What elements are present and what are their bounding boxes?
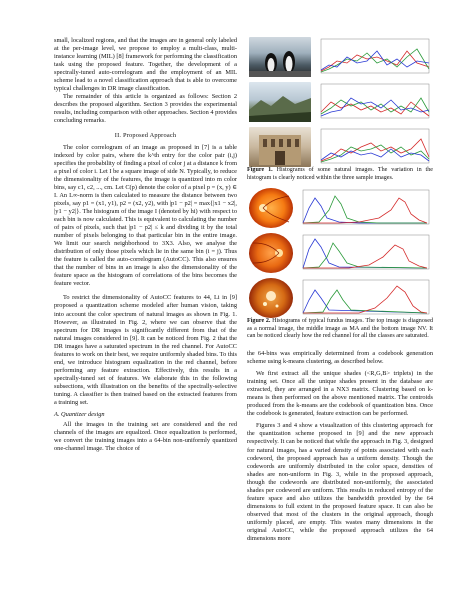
subsection-heading: A. Quantizer design [54, 411, 105, 419]
paragraph: To restrict the dimensionality of AutoCC features to 44, Li in [9] proposed a quantization scheme modeled after human vision, taking into account the color spectrum of natural images as shown in Fig. 1. However, as illustrated in Fig. 2, where we can observe that the spectrum for DR images is significantly different from that of the natural images considered in [9]. It can be noticed from Fig. 2 that the DR images have a saturated spectrum in the red channel. For AutoCC features to work on their best, we require uniformly shaded bins. To this end, we introduce histogram equalization in the red channel, before performing any feature extraction. Effectively, this results in a spectrally-tuned set of features. We elaborate this in the following subsections, with illustration on the benefits of the spectrally-selective tuning. A classifier is then trained based on the extracted features from a training set. [54, 294, 238, 407]
natural-image-penguins [249, 37, 311, 77]
paragraph: the 64-bins was empirically determined from a codebook generation scheme using k-means clustering, as described below. [247, 350, 433, 366]
natural-image-architecture [249, 127, 311, 167]
histogram-plot [299, 188, 431, 228]
histogram-plot [317, 37, 431, 77]
histogram-plot [317, 127, 431, 167]
natural-image-landscape [249, 82, 311, 122]
paragraph: The color correlogram of an image as proposed in [7] is a table indexed by color pairs, where the k^th entry for the color pair (i,j) specifies the probability of finding a pixel of color j at a distance k from a pixel of color i. Let I be a square image of side N. Typically, to reduce the dimensionality of the features, the image is quantized into m color bins, say c1, c2, ..., cm. Let C(p) denote the color of a pixel p = (x, y) ∈ I. An L∞-norm is then calculated to measure the distance between two pixels, say p1 = (x1, y1), p2 = (x2, y2), with |p1 − p2| = max{|x1 − x2|, |y1 − y2|}. The histogram of the image I (denoted by hi) with respect to each bin is now calculated. This is equivalent to calculating the number of pairs of pixels, such that |p1 − p2| ≤ k and dividing it by the total number of pixels belonging to that particular bin in the entire image. We limit our search neighborhood to 3X3. Also, we analyse the distribution of only those pixels which lie in the same bin (i = j). Thus the feature is called the auto-correlogram (AutoCC). This also ensures that the number of bins in an image is also the dimensionality of the feature space as the histogram of correlations of the bins becomes the feature vector. [54, 143, 237, 288]
paragraph: All the images in the training set are considered and the red channels of the images are equalized. Once equalization is performed, we convert the training images into a 64-bin non-uniformly quantized one-channel image. The choice of [54, 421, 237, 453]
paragraph: We first extract all the unique shades (<R,G,B> triplets) in the training set. Once all the unique shades present in the database are extracted, they are arranged in a NX3 matrix. Clustering based on k-means is then performed on the above mentioned matrix. The centroids produced from the k-means are the codebook of quantization bins. Once the codebook is generated, feature extraction can be performed. [247, 370, 433, 418]
figure-1-caption: Figure 1. Histograms of some natural images. The variation in the histogram is clearly noticed within the three sample images. [247, 167, 433, 181]
left-column [54, 37, 237, 453]
paragraph: The remainder of this article is organized as follows: Section 2 describes the proposed algorithm. Section 3 provides the experimental results, including comparison with other approaches. Section 4 provides concluding remarks. [54, 93, 237, 125]
fundus-image-normal [249, 188, 293, 228]
fundus-image-ma [249, 233, 293, 273]
section-heading: II. Proposed Approach [114, 131, 177, 139]
figure-2-caption: Figure 2. Histograms of typical fundus images. The top image is diagnosed as a normal image, the middle image as MA and the bottom image NV. It can be noticed clearly how the red channel for all the classes are saturated. [247, 318, 433, 340]
figure-1 [247, 37, 433, 180]
paragraph: small, localized regions, and that the images are in general only labeled at the per-image level, we propose to employ a multi-class, multi-instance learning (MIL) [8] framework for performing the classification task using the proposed feature. Together, the development of a spectrally-tuned auto-correlogram and the employment of an MIL scheme lead to a novel classification approach that is able to overcome typical challenges in DR image classification. [54, 37, 237, 93]
histogram-plot [299, 233, 431, 273]
histogram-plot [299, 278, 431, 318]
fundus-image-nv [249, 278, 293, 318]
right-column [247, 37, 433, 543]
figure-2 [247, 188, 433, 340]
histogram-plot [317, 82, 431, 122]
paragraph: Figures 3 and 4 show a visualization of this clustering approach for the quantization scheme proposed in [9] and the new approach respectively. It can be noticed that while the approach in Fig. 3, designed for natural images, has a varied density of points associated with each codeword, the proposed approach has a uniform density. Though the codewords are uniformly distributed in the color space, densities of shades are non-uniform in Fig. 3, while in the proposed approach, though the codewords are distributed non-uniformly, the associated shades per codeword are uniform. This results in reduced entropy of the feature space and also utilizes the bandwidth provided by the 64 dimensions to full extent in the proposed feature space. It can also be observed that most of the clusters in the original approach, though uniformly placed, are empty. This wastes many dimensions in the original AutoCC, while the proposed approach utilizes the 64 dimensions more [247, 422, 433, 543]
